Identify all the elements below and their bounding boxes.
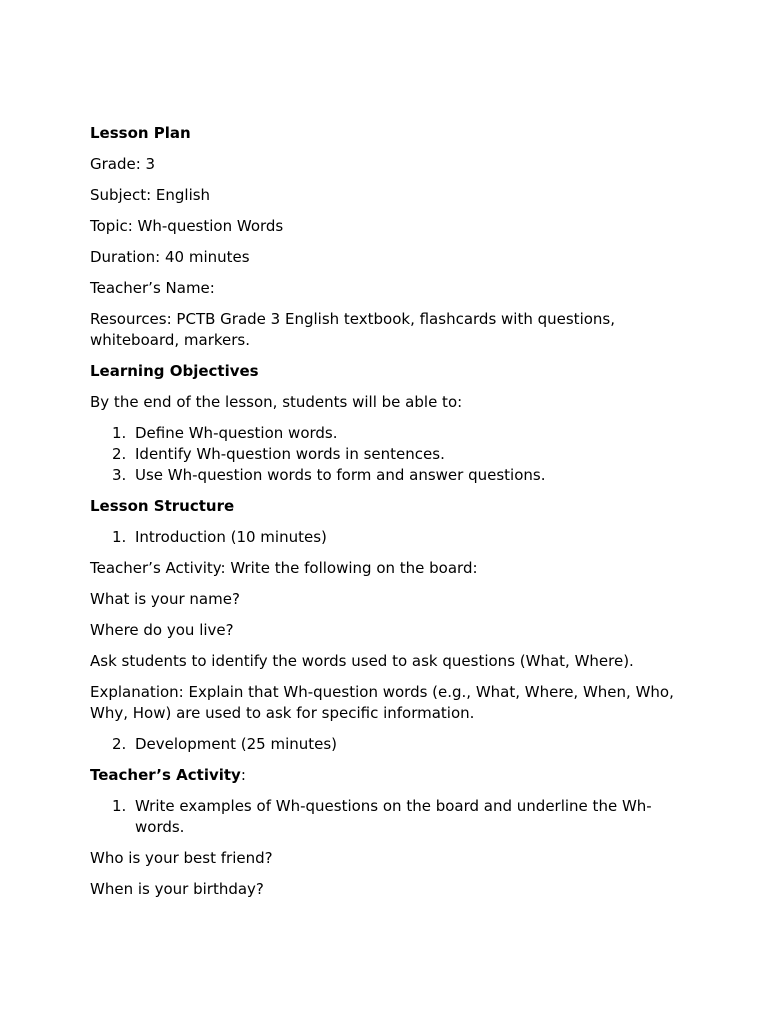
list-item-text: Identify Wh-question words in sentences. bbox=[135, 445, 445, 463]
list-item bbox=[90, 796, 690, 838]
objectives-intro: By the end of the lesson, students will be able to: bbox=[90, 393, 463, 411]
list-item bbox=[90, 734, 690, 755]
question-where: Where do you live? bbox=[90, 621, 234, 639]
structure-heading: Lesson Structure bbox=[90, 497, 235, 515]
list-number: 1. bbox=[112, 424, 127, 442]
list-item-text: Introduction (10 minutes) bbox=[135, 528, 327, 546]
dev-activity-line bbox=[90, 765, 690, 786]
question-when: When is your birthday? bbox=[90, 880, 264, 898]
list-item bbox=[90, 444, 690, 465]
document-page bbox=[90, 123, 690, 910]
question-who: Who is your best friend? bbox=[90, 849, 273, 867]
lesson-plan-title: Lesson Plan bbox=[90, 124, 191, 142]
duration-line: Duration: 40 minutes bbox=[90, 248, 250, 266]
list-number: 1. bbox=[112, 797, 127, 815]
dev-activity-colon: : bbox=[240, 766, 246, 784]
grade-line: Grade: 3 bbox=[90, 155, 156, 173]
resources-line: Resources: PCTB Grade 3 English textbook, flashcards with questions, whiteboard, markers. bbox=[90, 310, 615, 349]
list-item bbox=[90, 465, 690, 486]
structure-list-1 bbox=[90, 527, 690, 548]
structure-list-2 bbox=[90, 734, 690, 755]
teacher-name-line: Teacher’s Name: bbox=[90, 279, 215, 297]
ask-students-line: Ask students to identify the words used to ask questions (What, Where). bbox=[90, 652, 634, 670]
list-number: 2. bbox=[112, 735, 127, 753]
objectives-heading: Learning Objectives bbox=[90, 362, 259, 380]
objectives-list bbox=[90, 423, 690, 486]
list-item bbox=[90, 527, 690, 548]
list-item-text: Use Wh-question words to form and answer questions. bbox=[135, 466, 546, 484]
list-item-text: Development (25 minutes) bbox=[135, 735, 338, 753]
list-number: 1. bbox=[112, 528, 127, 546]
dev-activity-label: Teacher’s Activity bbox=[90, 766, 241, 784]
list-item-text: Write examples of Wh-questions on the board and underline the Wh-words. bbox=[135, 797, 652, 836]
explanation-line: Explanation: Explain that Wh-question words (e.g., What, Where, When, Who, Why, How) are used to ask for specific information. bbox=[90, 683, 674, 722]
list-item bbox=[90, 423, 690, 444]
topic-line: Topic: Wh-question Words bbox=[90, 217, 284, 235]
list-number: 3. bbox=[112, 466, 127, 484]
list-number: 2. bbox=[112, 445, 127, 463]
subject-line: Subject: English bbox=[90, 186, 211, 204]
intro-activity: Teacher’s Activity: Write the following on the board: bbox=[90, 559, 478, 577]
list-item-text: Define Wh-question words. bbox=[135, 424, 338, 442]
question-what: What is your name? bbox=[90, 590, 240, 608]
dev-steps-list bbox=[90, 796, 690, 838]
